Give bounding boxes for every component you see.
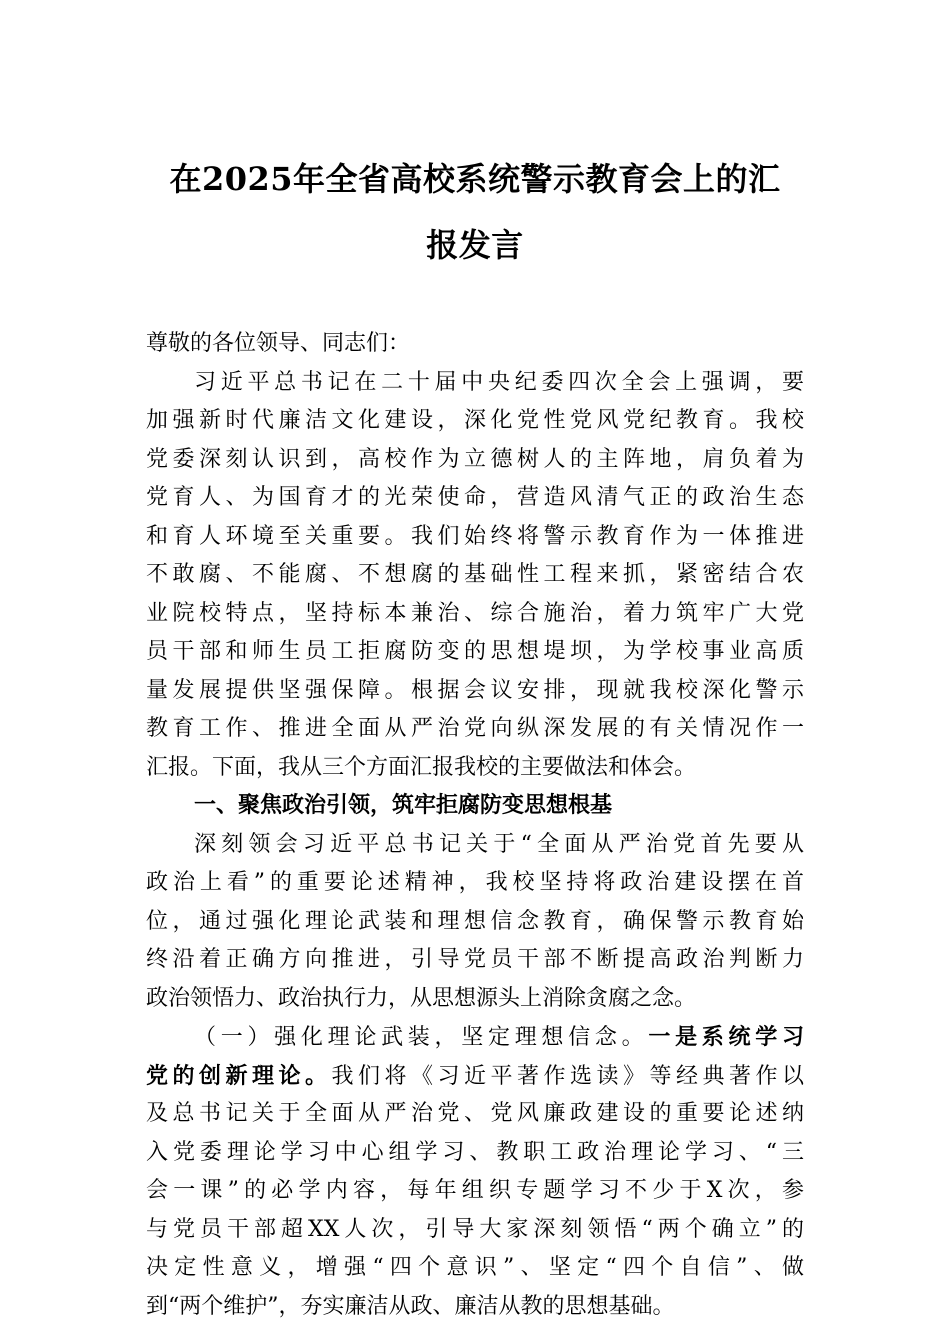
text-line-mixed: [146, 1018, 804, 1057]
text-line: 党育人、为国育才的光荣使命，营造风清气正的政治生态: [146, 485, 804, 510]
text-line: 会一课”的必学内容，每年组织专题学习不少于X次，参: [146, 1178, 804, 1203]
text-line: 习近平总书记在二十届中央纪委四次全会上强调，要: [194, 369, 804, 395]
subsection-heading: （一）强化理论武装，坚定理想信念。: [194, 1025, 649, 1050]
paragraph-subsection-1: [146, 1018, 804, 1326]
salutation: 尊敬的各位领导、同志们：: [146, 331, 411, 356]
text-run: 我们将《习近平著作选读》等经典著作以: [331, 1063, 804, 1089]
text-line: 员干部和师生员工拒腐防变的思想堤坝，为学校事业高质: [146, 639, 804, 664]
text-line: 业院校特点，坚持标本兼治、综合施治，着力筑牢广大党: [146, 600, 804, 626]
text-line-mixed: [146, 1057, 804, 1096]
bold-lead-in: 一是系统学习: [648, 1024, 804, 1050]
text-line: 和育人环境至关重要。我们始终将警示教育作为一体推进: [146, 523, 804, 549]
text-line: 位，通过强化理论武装和理想信念教育，确保警示教育始: [146, 908, 804, 934]
text-line: 汇报。下面，我从三个方面汇报我校的主要做法和体会。: [146, 754, 697, 780]
text-line: 政治领悟力、政治执行力，从思想源头上消除贪腐之念。: [146, 985, 697, 1011]
text-line: 到“两个维护”，夯实廉洁从政、廉洁从教的思想基础。: [146, 1293, 675, 1319]
text-line: 深刻领会习近平总书记关于“全面从严治党首先要从: [194, 831, 804, 857]
text-line: 不敢腐、不能腐、不想腐的基础性工程来抓，紧密结合农: [146, 562, 804, 587]
title-line-1: 在2025年全省高校系统警示教育会上的汇: [169, 160, 781, 198]
text-line: 决定性意义，增强“四个意识”、坚定“四个自信”、做: [146, 1255, 804, 1280]
bold-lead-in-continued: 党的创新理论。: [146, 1062, 332, 1089]
paragraph-intro: [146, 364, 804, 788]
text-line: 加强新时代廉洁文化建设，深化党性党风党纪教育。我校: [146, 408, 804, 433]
text-line: 量发展提供坚强保障。根据会议安排，现就我校深化警示: [146, 677, 804, 703]
text-line: 党委深刻认识到，高校作为立德树人的主阵地，肩负着为: [146, 446, 804, 472]
document-body: [146, 325, 804, 1326]
text-line: 与党员干部超XX人次，引导大家深刻领悟“两个确立”的: [146, 1216, 804, 1242]
text-line: 终沿着正确方向推进，引导党员干部不断提高政治判断力: [146, 947, 804, 972]
document-title: [140, 146, 810, 278]
text-line: 政治上看”的重要论述精神，我校坚持将政治建设摆在首: [146, 870, 804, 895]
text-line: 入党委理论学习中心组学习、教职工政治理论学习、“三: [146, 1139, 804, 1165]
text-line: 及总书记关于全面从严治党、党风廉政建设的重要论述纳: [146, 1101, 804, 1126]
section-heading-1: 一、聚焦政治引领，筑牢拒腐防变思想根基: [194, 793, 613, 818]
text-line: 教育工作、推进全面从严治党向纵深发展的有关情况作一: [146, 716, 804, 741]
title-line-2: 报发言: [426, 226, 524, 264]
paragraph-section-1: [146, 826, 804, 1019]
